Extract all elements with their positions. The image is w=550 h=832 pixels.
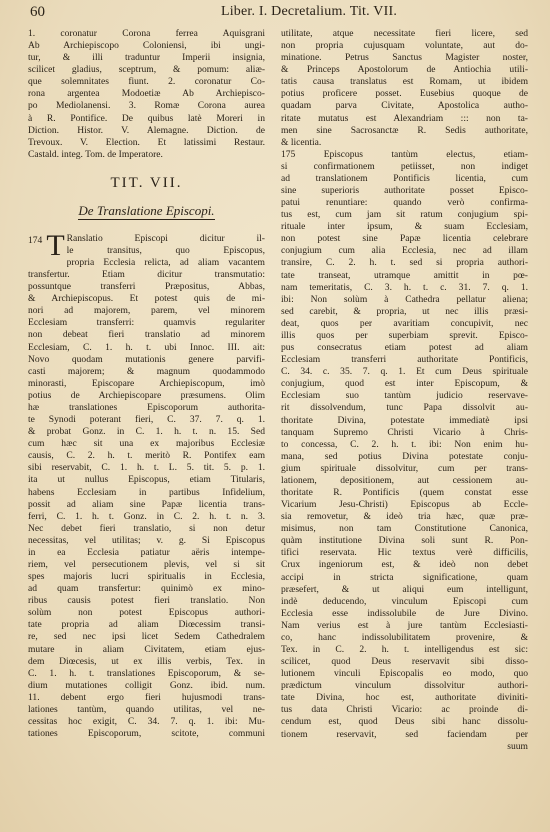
text-line: Diction. Histor. V. Alemagne. Diction. de [28, 124, 265, 136]
text-line: non debeat fieri translatio ad minorem [28, 329, 265, 341]
text-line: mutare in aliam Civitatem, etiam ejus- [28, 643, 265, 655]
right-column [281, 28, 528, 753]
drop-cap: T [46, 228, 65, 262]
text-line: patui renuntiare: quando verò confirma- [281, 197, 528, 209]
text-line: tanquam Supremo Christi Vicario à Chris- [281, 426, 528, 438]
text-line: possit ad aliam sine Papæ licentia trans- [28, 498, 265, 510]
text-line: propria Ecclesia relicta, ad aliam vacantem [66, 257, 265, 269]
text-line: sed carebit, & propria, ut nec illis præsi- [281, 305, 528, 317]
text-line: potius proficere posset. Eusebius quoque de [281, 88, 528, 100]
text-line: conjugium, quod est inter Episcopum, & [281, 378, 528, 390]
text-line: utilitate, atque necessitate fieri licere, sed [281, 28, 528, 39]
text-line: prædictum vinculum dissolvitur authori- [281, 680, 528, 692]
text-line: C. 34. c. 35. 7. q. 1. Et cum Deus spirituale [281, 366, 528, 378]
text-line: lationes tantùm, quando utilitas, vel ne- [28, 703, 265, 715]
text-line: misimus, non tam Constitutione Canonica, [281, 523, 528, 535]
text-line: Ecclesiam transferri: quamvis regulariter [28, 317, 265, 329]
text-line: lationem, depositionem, aut cessionem au- [281, 474, 528, 486]
text-line: Ecclesia esse indissolubile de Jure Divino. [281, 607, 528, 619]
text-line: Ecclesiam suo tantùm judicio reservave- [281, 390, 528, 402]
text-line: thoritate Divina, potestate immediatè ipsi [281, 414, 528, 426]
text-line: gium spirituale dissolvitur, cum per trans- [281, 462, 528, 474]
paragraph-body [28, 257, 265, 740]
text-line: in ea Ecclesia patiatur aëris intempe- [28, 546, 265, 558]
text-line: spes majoris lucri spiritualis in Ecclesia, [28, 571, 265, 583]
text-line: Nec debet fieri translatio, si non detur [28, 522, 265, 534]
text-line: te Synodi poterant fieri, C. 37. 7. q. 1. [28, 414, 265, 426]
text-line: pus consecratus etiam potest ad aliam [281, 342, 528, 354]
text-line: re, sed nec ipsi licet Sedem Cathedralem [28, 631, 265, 643]
text-line: rit dissolvendum, tunc Papa dissolvit au- [281, 402, 528, 414]
text-line: ita ut nullus Episcopus, etiam Titularis, [28, 474, 265, 486]
text-line: Crux ingeniorum est, & ideò non debet [281, 559, 528, 571]
page-header [30, 4, 528, 22]
text-line: thoritate R. Pontificis (quem constat esse [281, 486, 528, 498]
section-subtitle: De Translatione Episcopi. [78, 202, 215, 218]
running-title: Liber. I. Decretalium. Tit. VII. [220, 4, 398, 19]
text-line: à R. Pontifice. De quibus latè Moreri in [28, 112, 265, 124]
text-line: non propria cujusquam voluntate, aut do- [281, 40, 528, 52]
text-line: 1. coronatur Corona ferrea Aquisgrani [28, 28, 265, 39]
text-line: tationes Episcoporum, scitote, communi [28, 728, 265, 740]
text-line: que solemnitates fiunt. 2. coronatur Co- [28, 76, 265, 88]
text-line: Ab Archiepiscopo Coloniensi, ibi ungi- [28, 40, 265, 52]
text-line: sine superioris authoritate posset Episco- [281, 185, 528, 197]
text-line: transfertur. Etiam dicitur transmutatio: [28, 269, 265, 281]
text-line: po Mediolanensi. 3. Romæ Corona aurea [28, 100, 265, 112]
text-line: illis quos per superbiam sprevit. Episco- [281, 329, 528, 341]
text-line: Novo quodam mutationis genere parvifi- [28, 353, 265, 365]
text-line: Vicarium Jesu-Christi) Episcopus ab Eccle- [281, 499, 528, 511]
text-line: non potest sine Papæ licentia celebrare [281, 233, 528, 245]
text-line: C. 1. h. t. translationes Episcoporum, & se- [28, 667, 265, 679]
text-line: hæ translationes Episcoporum authorita- [28, 401, 265, 413]
text-line: necessitas, vel utilitas; v. g. Si Episcopus [28, 534, 265, 546]
text-line: Trevoux. V. Election. Et latissimi Restaur. [28, 136, 265, 148]
text-line: Ecclesiam transferri authoritate Pontificis, [281, 354, 528, 366]
left-column [28, 28, 265, 740]
text-line: tus data Christi Vicario: ac proinde di- [281, 704, 528, 716]
text-line: mana, sed potius Divina potestate conju- [281, 450, 528, 462]
text-line: sia removetur, & ideò tria hæc, quæ præ- [281, 511, 528, 523]
text-line: quadam parva Civitate, Apostolica autho- [281, 100, 528, 112]
text-line: 175 Episcopus tantùm electus, etiam- [281, 148, 528, 160]
text-line: tatis causa translatus est Romam, ut ibidem [281, 76, 528, 88]
text-line: tate propria ad aliam Diœcessim transi- [28, 619, 265, 631]
text-line: casti majorem; & magnum quodammodo [28, 365, 265, 377]
text-line: transire, C. 2. h. t. sed si propria authori- [281, 257, 528, 269]
text-line: conjugium cum alia Ecclesia, nec ad illam [281, 245, 528, 257]
text-line: scilicet gladius, sceptrum, & pomum: aliæ- [28, 64, 265, 76]
text-line: tionem reservavit, sed faciendam per [281, 728, 528, 740]
text-line: ribus causis potest fieri translatio. Non [28, 595, 265, 607]
text-line: tus est, cum jam sit ratum conjugium spi- [281, 209, 528, 221]
text-line: tifici reservata. Hic textus verè difficilis, [281, 547, 528, 559]
text-line: 11. debent ergo fieri hujusmodi trans- [28, 691, 265, 703]
text-line: cessitas hoc exigit, C. 34. 7. q. 1. ibi: Mu- [28, 715, 265, 727]
text-line: ibi: Non solùm à Cathedra pellatur aliena; [281, 293, 528, 305]
chapter-heading: TIT. VII. [110, 174, 183, 191]
text-line: ad translationem Pontificis licentia, cum [281, 172, 528, 184]
text-line: rituale inter ipsum, & suam Ecclesiam, [281, 221, 528, 233]
text-line: nam temeritatis, C. 3. h. t. c. 31. 7. q. 1. [281, 281, 528, 293]
paragraph-174 [28, 228, 265, 740]
paragraph-number: 174 [28, 234, 43, 246]
text-line: suum [507, 740, 528, 752]
text-line: Ranslatio Episcopi dicitur il- [66, 232, 265, 244]
text-line: tate transeat, utramque amittit in pœ- [281, 269, 528, 281]
text-line: ferri, C. 1. h. t. Gonz. in C. 2. h. t. n. 3. [28, 510, 265, 522]
text-line: Tex. in C. 2. h. t. intelligendus est sic: [281, 643, 528, 655]
paragraph-175 [281, 149, 528, 753]
text-line: solùm non potest Episcopus authori- [28, 607, 265, 619]
text-line: & Princeps Apostolorum de Antiochia utili- [281, 64, 528, 76]
text-line: & licentia. [281, 136, 322, 148]
text-line: men sine Sacrosanctæ R. Sedis authoritate, [281, 124, 528, 136]
text-line: ad quam transfertur: quinimò ex mino- [28, 583, 265, 595]
text-line: Nam verius est à jure tantùm Ecclesiasti- [281, 619, 528, 631]
text-line: causis, C. 2. h. t. meritò R. Pontifex eam [28, 450, 265, 462]
intro-text [28, 28, 265, 161]
text-line: & probat Gonz. in C. 1. h. t. n. 15. Sed [28, 426, 265, 438]
text-line: quàm institutione Divina soli sunt R. Pon- [281, 535, 528, 547]
text-line: tate Divina, hoc est, authoritate diviniti- [281, 692, 528, 704]
text-line: le transitus, quo Episcopus, [66, 244, 265, 256]
text-line: accipi in stricta significatione, quam [281, 571, 528, 583]
text-line: minatione. Petrus Sanctus Magister noster, [281, 52, 528, 64]
text-line: minorasti, Episcopare Archiepiscopum, imò [28, 377, 265, 389]
text-line: tur, & illi traduntur Imperii insignia, [28, 52, 265, 64]
text-line: lutionem vinculi Episcopalis eo modo, quo [281, 668, 528, 680]
text-line: sibi reservabit, C. 1. h. t. L. 5. tit. 5. p. 1. [28, 462, 265, 474]
text-line: rona argentea Modoetiæ Ab Archiepisco- [28, 88, 265, 100]
text-line: Ecclesiam, C. 1. h. t. ubi Innoc. III. ait: [28, 341, 265, 353]
continued-text [281, 28, 528, 149]
text-line: si confirmationem petiisset, non indiget [281, 160, 528, 172]
text-line: riem, vel persecutionem plevis, vel si sit [28, 558, 265, 570]
text-line: nori ad majorem, parem, vel minorem [28, 305, 265, 317]
text-line: possuntque transferri Præpositus, Abbas, [28, 281, 265, 293]
text-line: præsefert, & ut aliqui eum intelligunt, [281, 583, 528, 595]
text-line: cendum est, quod Deus sibi hanc dissolu- [281, 716, 528, 728]
text-line: ritate mutatus est Alexandriam ::: non ta- [281, 112, 528, 124]
paragraph-opening [28, 228, 265, 262]
text-line: Castald. integ. Tom. de Imperatore. [28, 148, 163, 160]
text-line: dem Diœcesis, ut ex illis verbis, Tex. in [28, 655, 265, 667]
text-line: potius de Archiepiscopare præsumens. Olim [28, 389, 265, 401]
text-line: to concessa, C. 2. h. t. ibi: Non enim hu- [281, 438, 528, 450]
text-line: deat, quos per avaritiam concupivit, nec [281, 317, 528, 329]
text-line: indè deducendo, vinculum Episcopi cum [281, 595, 528, 607]
text-line: habens Ecclesiam in partibus Infidelium, [28, 486, 265, 498]
text-line: co, hanc indissolubilitatem provenire, & [281, 631, 528, 643]
paragraph-first-lines [67, 233, 265, 257]
text-line: scilicet, quod Deus reservavit sibi disso- [281, 656, 528, 668]
text-line: & Archiepiscopus. Et potest quis de mi- [28, 293, 265, 305]
text-line: cum hæc sit una ex majoribus Ecclesiæ [28, 438, 265, 450]
page-number: 60 [30, 4, 45, 20]
text-line: dium mutationes colligit Gonz. ibid. num. [28, 679, 265, 691]
